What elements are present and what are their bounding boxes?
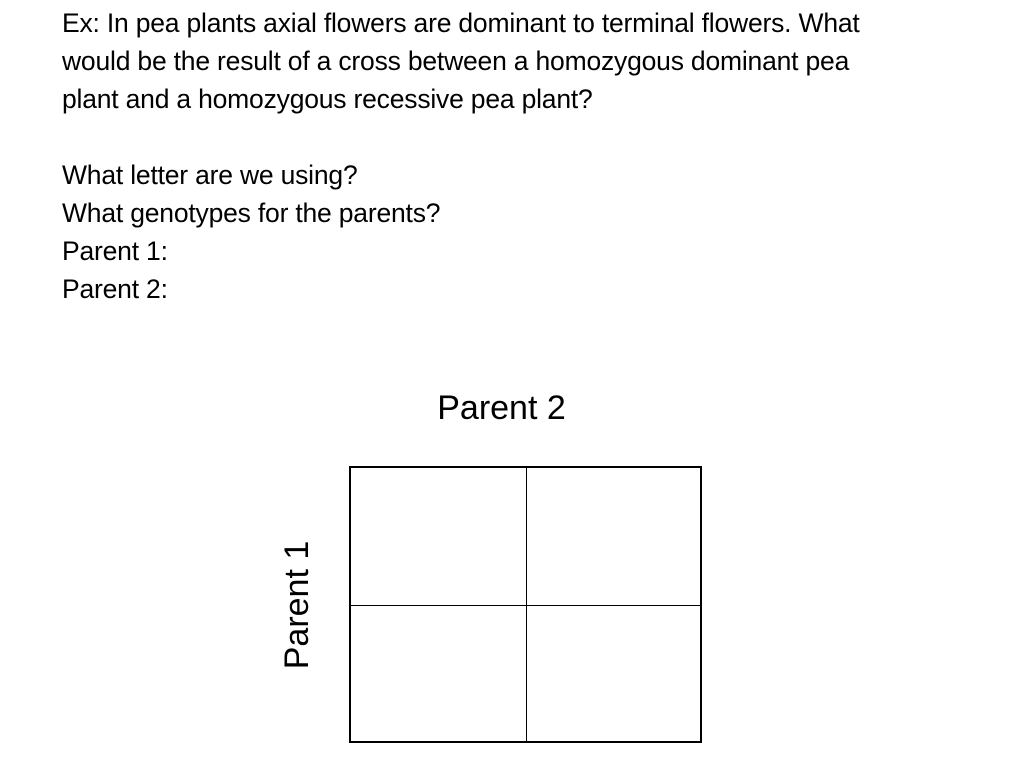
- prompt-line-3: plant and a homozygous recessive pea plant?: [62, 84, 593, 114]
- prompt-line-2: would be the result of a cross between a homozygous dominant pea: [62, 46, 850, 76]
- parent-1-label: Parent 1: [278, 540, 316, 670]
- punnett-square: [349, 466, 702, 743]
- genotype-question: What genotypes for the parents?: [62, 198, 441, 228]
- prompt-line-1: Ex: In pea plants axial flowers are dominant to terminal flowers. What: [62, 8, 860, 38]
- punnett-cell-top-left: [351, 468, 527, 606]
- punnett-cell-bottom-left: [351, 606, 527, 741]
- punnett-cell-top-right: [527, 468, 700, 606]
- parent-2-prompt: Parent 2:: [62, 274, 168, 304]
- spacer: [62, 118, 982, 156]
- question-text: [62, 4, 982, 308]
- parent-2-label: Parent 2: [437, 389, 566, 427]
- punnett-cell-bottom-right: [527, 606, 700, 741]
- letter-question: What letter are we using?: [62, 160, 358, 190]
- parent-1-prompt: Parent 1:: [62, 236, 168, 266]
